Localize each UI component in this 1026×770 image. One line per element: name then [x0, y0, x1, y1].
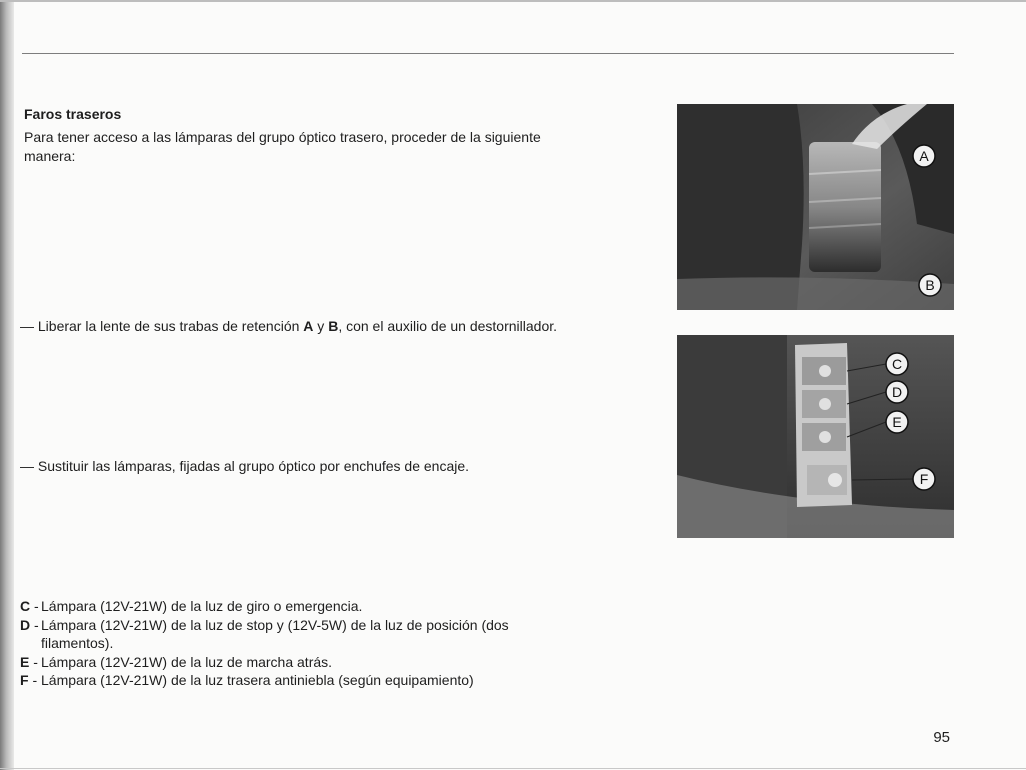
page-edge-shadow	[0, 0, 14, 770]
lamp-description: Lámpara (12V-21W) de la luz de stop y (12V-5W) de la luz de posición (dos filamentos).	[41, 616, 509, 651]
lamp-description: Lámpara (12V-21W) de la luz de marcha atrás.	[41, 653, 333, 670]
svg-text:E: E	[892, 414, 902, 430]
lamp-item-e	[20, 653, 580, 672]
callout-f	[913, 468, 935, 490]
callout-b	[919, 274, 941, 296]
tail-light-photo-clips	[677, 104, 954, 310]
step-release-lens: — Liberar la lente de sus trabas de retención A y B, con el auxilio de un destornillador.	[20, 318, 558, 334]
page-number: 95	[933, 729, 950, 746]
callout-c	[886, 353, 908, 375]
lamp-letter: F -	[20, 672, 38, 688]
header-rule	[22, 53, 954, 54]
lamp-letter: C -	[20, 598, 39, 614]
lamp-description: Lámpara (12V-21W) de la luz trasera antiniebla (según equipamiento)	[41, 672, 474, 688]
lamp-letter: D -	[20, 616, 39, 633]
tail-light-photo-lamps-image	[677, 335, 954, 538]
lamp-item-d	[20, 616, 580, 653]
tail-light-photo-clips-image	[677, 104, 954, 310]
svg-text:F: F	[919, 471, 929, 487]
step-replace-lamps: — Sustituir las lámparas, fijadas al grupo óptico por enchufes de encaje.	[20, 458, 470, 474]
lamp-list	[20, 597, 580, 690]
section-title: Faros traseros	[24, 106, 122, 122]
bottom-border	[0, 768, 1026, 769]
svg-text:B: B	[925, 277, 935, 293]
svg-text:C: C	[891, 356, 903, 372]
lamp-description: Lámpara (12V-21W) de la luz de giro o emergencia.	[41, 598, 363, 614]
callout-d	[886, 381, 908, 403]
lamp-letter: E -	[20, 653, 38, 670]
tail-light-photo-lamps	[677, 335, 954, 538]
lamp-item-c	[20, 597, 580, 616]
svg-text:D: D	[891, 384, 903, 400]
top-border	[0, 0, 1026, 2]
intro-paragraph: Para tener acceso a las lámparas del grupo óptico trasero, proceder de la siguiente manera:	[24, 129, 541, 164]
callout-e	[886, 411, 908, 433]
lamp-item-f	[20, 671, 580, 690]
svg-text:A: A	[919, 148, 929, 164]
callout-a	[913, 145, 935, 167]
